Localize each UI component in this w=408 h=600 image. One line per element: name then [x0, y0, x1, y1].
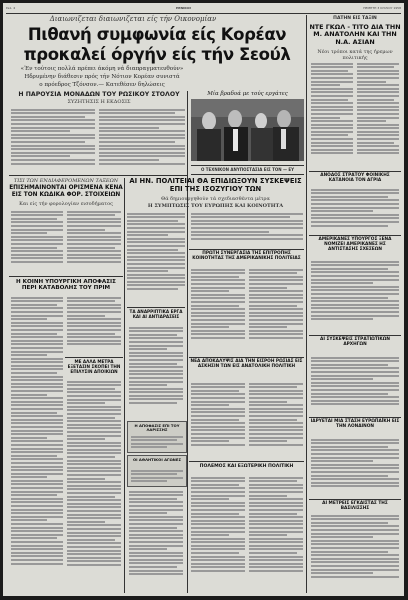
center-story-4-col-1 — [191, 381, 245, 459]
right-story-3-body — [311, 259, 399, 333]
column-divider-center — [187, 91, 188, 593]
right-rule-4 — [309, 417, 401, 418]
center-story-3-body — [129, 325, 183, 419]
lead-headline-line-1: Πιθανή συμφωνία είς Κορέαν — [27, 25, 287, 44]
column-divider-left — [124, 178, 125, 593]
notice-1-body — [131, 434, 183, 450]
notice-1-head: Η ΑΠΟΦΑΣΙΣ ΕΠΙ ΤΟΥ ΛΑΡΙΣΣΗΣ — [134, 423, 180, 433]
news-photo — [191, 99, 304, 161]
center-story-2-head: ΠΡΩΤΗ ΣΥΝΕΡΓΑΣΙΑ ΤΗΣ ΕΠΙΤΡΟΠΗΣ ΚΟΙΝΟΤΗΤΑΣ ΤΗΣ ΑΜΕΡΙΚΑΝΙΚΗΣ ΠΟΛΙΤΕΙΑΣ — [192, 251, 301, 261]
center-story-3-head: ΤΑ ΑΝΑΡΡΙΠΤΙΚΑ ΕΡΓΑ ΚΑΙ ΑΙ ΑΝΤΙΔΡΑΣΕΙΣ — [129, 309, 183, 319]
left-rule-3 — [65, 357, 123, 358]
page-masthead — [6, 6, 401, 13]
center-story-5-col-left — [129, 489, 183, 591]
notice-2-body — [131, 468, 183, 484]
center-story-5-head: ΠΟΛΕΜΟΣ ΚΑΙ ΕΞΩΤΕΡΙΚΗ ΠΟΛΙΤΙΚΗ — [199, 464, 294, 469]
left-kicker-1: ΤΙΣΙ ΤΩΝ ΕΝΔΙΑΦΕΡΟΜΕΝΩΝ ΤΑΞΕΩΝ — [13, 178, 119, 184]
left-sub-1: Και είς τήν φορολογίαν εισοδήματος — [19, 201, 113, 207]
masthead-rule — [6, 13, 401, 14]
newspaper-page — [3, 3, 404, 596]
center-main-headline: ΑΙ ΗΝ. ΠΟΛΙΤΕΙΑΙ ΘΑ ΕΠΙΔΙΩΞΟΥΝ ΣΥΣΚΕΨΕΙΣ ΕΠΙ ΤΗΣ ΙΣΟΖΥΓΙΟΥ ΤΩΝ — [129, 177, 302, 193]
issue-date: ΠΕΜΠΤΗ 3 ΙΟΥΛΙΟΥ 1958 — [363, 6, 401, 10]
page-number: Σελ. 4 — [6, 6, 16, 10]
center-story-2-col-2 — [249, 267, 303, 355]
center-main-sub-2: Η ΣΥΜΠΤΩΣΙΣ ΤΟΥ ΕΥΡΩΠΗΣ ΚΑΙ ΚΟΙΝΟΤΗΤΑ — [147, 203, 284, 209]
photo-caption: Μία βραδυά με τούς εργάτες — [207, 91, 288, 97]
right-story-5-body — [311, 437, 399, 497]
column-divider-right — [306, 15, 307, 593]
right-story-3-head: ΑΜΕΡΙΚΑΝΕΣ ΥΠΟΥΡΓΟΣ ΞΕΝΑ ΝΟΜΙΖΕΙ ΑΜΕΡΙΚΑΝΕΣ ΗΣ ΑΝΤΙΣΤΑΣΗΣ ΣΧΕΣΕΩΝ — [318, 237, 392, 252]
left-rule-2 — [9, 276, 123, 277]
lead-subhead-1: «Έν τούτοις πολλά πρέπει άκόμη νά διαπραγματευθούν» — [20, 66, 184, 72]
center-headline-box: Ο ΤΕΧΝΙΚΟΝ ΑΝΥΠΟΣΤΑΣΙΑ ΕΙΣ ΤΟΝ — ΕΥ — [200, 167, 294, 172]
right-rule-5 — [309, 499, 401, 500]
center-story-1-col-2 — [191, 211, 303, 247]
right-headline: ΝΤΕ ΓΚΩΛ - ΤΙΤΟ ΔΙΑ ΤΗΝ Μ. ΑΝΑΤΟΛΗΝ ΚΑΙ ΤΗΝ Ν.Α. ΑΣΙΑΝ — [309, 23, 401, 46]
left-story-2-col-1 — [11, 295, 63, 593]
lead-body-col-1 — [11, 107, 95, 173]
right-body-col-2 — [357, 61, 399, 169]
right-story-6-body — [311, 513, 399, 591]
left-story-3-body — [67, 379, 121, 591]
center-story-5-col-2 — [249, 475, 303, 591]
lead-banner-sub: ΣΥΖΗΤΗΣΙΣ Η ΕΚΔΟΣΙΣ — [67, 99, 131, 105]
center-rule-6 — [189, 461, 304, 462]
lead-headline-line-2: προκαλεί όργήν είς τήν Σεούλ — [23, 45, 291, 64]
paper-name: ΕΘΝΙΚΟΣ — [176, 6, 192, 10]
center-rule-5 — [189, 357, 304, 358]
right-story-4-head: ΑΙ ΣΥΣΚΕΨΕΙΣ ΣΤΡΑΤΙΩΤΙΚΩΝ ΑΡΧΗΓΩΝ — [320, 337, 390, 347]
lead-subhead-2: Ηδρυμένην διάθεσιν πρός τήν Νότιον Κορέαν συνιστά — [24, 74, 180, 80]
right-story-5-head: ΙΔΡΥΕΤΑΙ ΜΙΑ ΣΤΑΣΗ ΕΥΡΩΠΑΪΚΗ ΕΙΣ ΤΗΝ ΛΟΝΔΙΝΟΝ — [310, 419, 400, 429]
center-story-2-col-1 — [191, 267, 245, 355]
left-headline-3: ΜΕ ΑΛΛΑ ΜΕΤΡΑ ΕΞΕΤΑΣΙΝ ΣΚΟΠΕΙ ΤΗΝ ΕΠΙΛΥΣΙΝ ΑΠΟΙΚΙΩΝ — [67, 359, 121, 374]
right-story-6-head: ΑΙ ΜΕΤΡΕΙΣ ΕΓΚΑΙΣΤΑΣ ΤΗΣ ΒΑΣΙΛΙΣΣΗΣ — [322, 501, 388, 511]
center-story-1-col-1 — [127, 211, 185, 305]
center-story-4-col-2 — [249, 381, 303, 459]
photo-people-image — [191, 99, 304, 161]
center-rule-1 — [191, 165, 304, 166]
lead-body-col-2 — [99, 107, 185, 173]
right-story-2-body — [311, 187, 399, 233]
notice-2-head: ΟΙ ΑΘΛΗΤΙΚΟΙ ΑΓΩΝΕΣ — [132, 457, 182, 462]
left-rule-1 — [9, 175, 187, 176]
right-rule-2 — [309, 235, 401, 236]
right-story-4-body — [311, 355, 399, 415]
left-story-1-col-2 — [67, 209, 121, 273]
lead-subhead-3: ο πρόεδρος Τζόνσον.— Κατεθέσεν δηλώσεις — [39, 82, 165, 88]
right-rule-1 — [309, 171, 401, 172]
right-label: ΠΑΤΗΝ ΕΙΣ ΤΑΞΙΝ — [333, 16, 377, 21]
left-story-2-col-2 — [67, 295, 121, 355]
lead-banner: Η ΠΑΡΟΥΣΙΑ ΜΟΝΑΔΩΝ ΤΟΥ ΡΩΣΙΚΟΥ ΣΤΟΛΟΥ — [18, 91, 180, 98]
center-story-4-head: ΝΕΑ ΑΠΟΚΑΛΥΨΙΣ ΔΙΑ ΤΗΝ ΕΙΣΡΟΗ ΡΩΣΙΑΣ ΕΙΣ ΑΣΚΗΣΙΝ ΤΩΝ ΕΙΣ ΑΝΑΤΟΛΙΚΗ ΠΟΛΙΤΙΚΗ — [190, 359, 303, 369]
right-subhead: Νέοι τρόποι κατά της ήρεμων πολιτικής — [317, 49, 393, 61]
center-rule-3 — [189, 249, 304, 250]
left-story-1-col-1 — [11, 209, 63, 273]
lead-kicker: Διαιωνιζεται διαιωνιζεται είς τήν Οικονομίαν — [49, 15, 217, 23]
left-headline-2: Η ΚΟΙΝΗ ΥΠΟΥΡΓΙΚΗ ΑΠΟΦΑΣΙΣ ΠΕΡΙ ΚΑΤΑΒΟΛΗΣ ΤΟΥ ΠΡΙΜ — [16, 279, 116, 292]
center-main-sub: Θά δημιουργηθούν τά σχεδιασθέντα μέτρα — [161, 196, 270, 202]
center-rule-2 — [191, 174, 304, 175]
center-story-5-col-1 — [191, 475, 245, 591]
notice-box-1 — [127, 421, 187, 453]
notice-box-2 — [127, 455, 187, 487]
left-headline-1: ΕΠΙΣΗΜΑΙΝΟΝΤΑΙ ΟΡΙΣΜΕΝΑ ΚΕΝΑ ΕΙΣ ΤΟΝ ΚΩΔΙΚΑ ΦΟΡ. ΣΤΟΙΧΕΙΩΝ — [9, 185, 123, 198]
right-story-2-head: ΑΝΟΔΟΣ ΣΤΡΑΤΟΥ ΦΟΙΝΙΚΗΣ ΚΑΤΑΝΟΙΑ ΤΟΝ ΑΓΡΙΑ — [320, 173, 390, 183]
right-body-col-1 — [311, 61, 353, 169]
right-rule-3 — [309, 335, 401, 336]
center-rule-4 — [127, 307, 185, 308]
